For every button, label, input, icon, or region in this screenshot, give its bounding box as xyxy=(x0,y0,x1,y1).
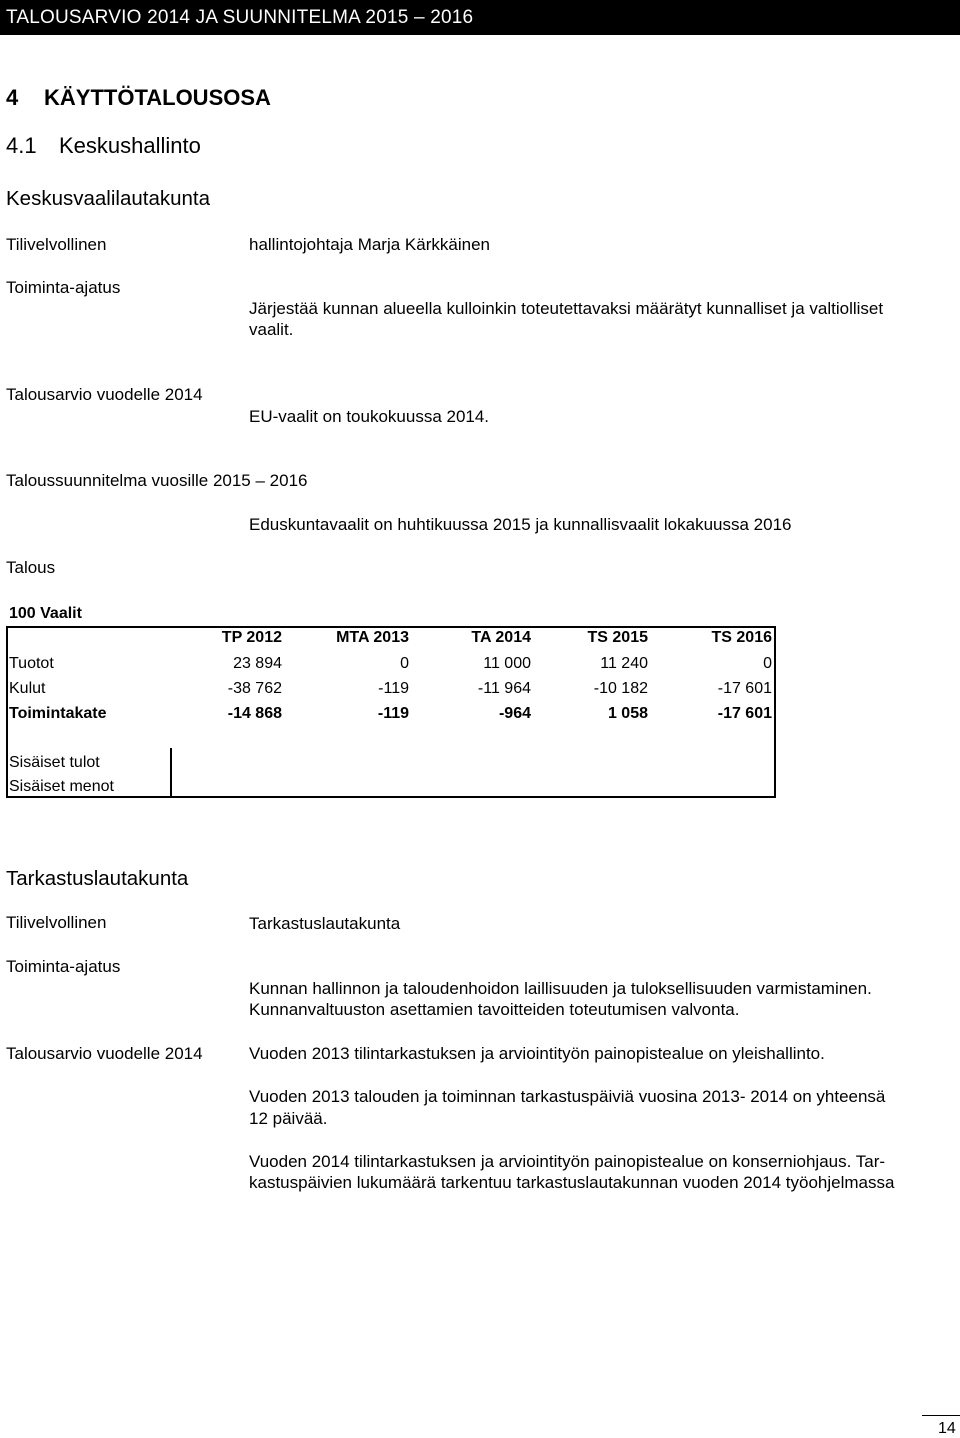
unit2-budget-p2-line2: 12 päivää. xyxy=(249,1109,328,1128)
section-number: 4.1 xyxy=(6,133,37,158)
table-cell: -11 964 xyxy=(477,680,531,697)
unit1-responsible-value: hallintojohtaja Marja Kärkkäinen xyxy=(249,235,490,254)
table-title: 100 Vaalit xyxy=(9,605,82,622)
row-label: Tuotot xyxy=(9,655,54,672)
unit2-title: Tarkastuslautakunta xyxy=(6,867,189,890)
unit1-idea-line2: vaalit. xyxy=(249,320,294,339)
chapter-title: KÄYTTÖTALOUSOSA xyxy=(44,85,271,110)
table-cell: 0 xyxy=(400,655,409,672)
unit1-plan-text: Eduskuntavaalit on huhtikuussa 2015 ja kunnallisvaalit lokakuussa 2016 xyxy=(249,515,792,534)
unit2-budget-p3-line1: Vuoden 2014 tilintarkastuksen ja arviointityön painopistealue on konserniohjaus. Tar- xyxy=(249,1152,886,1171)
unit1-title: Keskusvaalilautakunta xyxy=(6,187,210,210)
table-cell: -10 182 xyxy=(593,680,648,697)
col-header: TP 2012 xyxy=(221,629,282,646)
table-cell: -119 xyxy=(377,705,409,722)
unit1-responsible-label: Tilivelvollinen xyxy=(6,235,107,254)
unit2-responsible-label: Tilivelvollinen xyxy=(6,913,107,932)
unit1-finance-label: Talous xyxy=(6,558,56,577)
unit2-idea-line2: Kunnanvaltuuston asettamien tavoitteiden toteutumisen valvonta. xyxy=(249,1000,740,1019)
table-cell: -38 762 xyxy=(227,680,282,697)
table-cell: -964 xyxy=(498,705,531,722)
table-cell: 1 058 xyxy=(607,705,648,722)
col-header: TS 2015 xyxy=(587,629,648,646)
unit2-idea-line1: Kunnan hallinnon ja taloudenhoidon laillisuuden ja tuloksellisuuden varmistaminen. xyxy=(249,979,872,998)
row-label: Kulut xyxy=(9,680,46,697)
table-cell: -14 868 xyxy=(227,705,282,722)
row-label: Toimintakate xyxy=(9,705,107,722)
chapter-number: 4 xyxy=(6,85,19,110)
page-number: 14 xyxy=(938,1420,956,1437)
table-cell: 11 000 xyxy=(483,655,531,672)
col-header: MTA 2013 xyxy=(336,629,409,646)
unit2-budget-p2-line1: Vuoden 2013 talouden ja toiminnan tarkastuspäiviä vuosina 2013- 2014 on yhteensä xyxy=(249,1087,886,1106)
table-divider xyxy=(170,748,172,798)
unit2-budget-p3-line2: kastuspäivien lukumäärä tarkentuu tarkastuslautakunnan vuoden 2014 työohjelmassa xyxy=(249,1173,895,1192)
unit1-budget-text: EU-vaalit on toukokuussa 2014. xyxy=(249,407,490,426)
unit1-plan-label: Taloussuunnitelma vuosille 2015 – 2016 xyxy=(6,471,308,490)
table-cell: 0 xyxy=(763,655,772,672)
unit2-budget-p1: Vuoden 2013 tilintarkastuksen ja arviointityön painopistealue on yleishallinto. xyxy=(249,1044,825,1063)
col-header: TA 2014 xyxy=(471,629,531,646)
table-cell: -17 601 xyxy=(717,680,772,697)
unit1-budget-label: Talousarvio vuodelle 2014 xyxy=(6,385,203,404)
section-title: Keskushallinto xyxy=(59,133,201,158)
unit1-idea-line1: Järjestää kunnan alueella kulloinkin toteutettavaksi määrätyt kunnalliset ja valtiolliset xyxy=(249,299,884,318)
col-header: TS 2016 xyxy=(711,629,772,646)
unit1-idea-label: Toiminta-ajatus xyxy=(6,278,121,297)
unit2-budget-label: Talousarvio vuodelle 2014 xyxy=(6,1044,203,1063)
table-cell: 11 240 xyxy=(600,655,648,672)
table-cell: -119 xyxy=(378,680,409,697)
unit2-responsible-value: Tarkastuslautakunta xyxy=(249,914,401,933)
footer-rule xyxy=(922,1415,960,1416)
internal-expense-label: Sisäiset menot xyxy=(9,778,114,795)
internal-income-label: Sisäiset tulot xyxy=(9,754,100,771)
table-cell: -17 601 xyxy=(717,705,772,722)
unit2-idea-label: Toiminta-ajatus xyxy=(6,957,121,976)
table-cell: 23 894 xyxy=(233,655,282,672)
header-title: TALOUSARVIO 2014 JA SUUNNITELMA 2015 – 2016 xyxy=(6,7,474,28)
